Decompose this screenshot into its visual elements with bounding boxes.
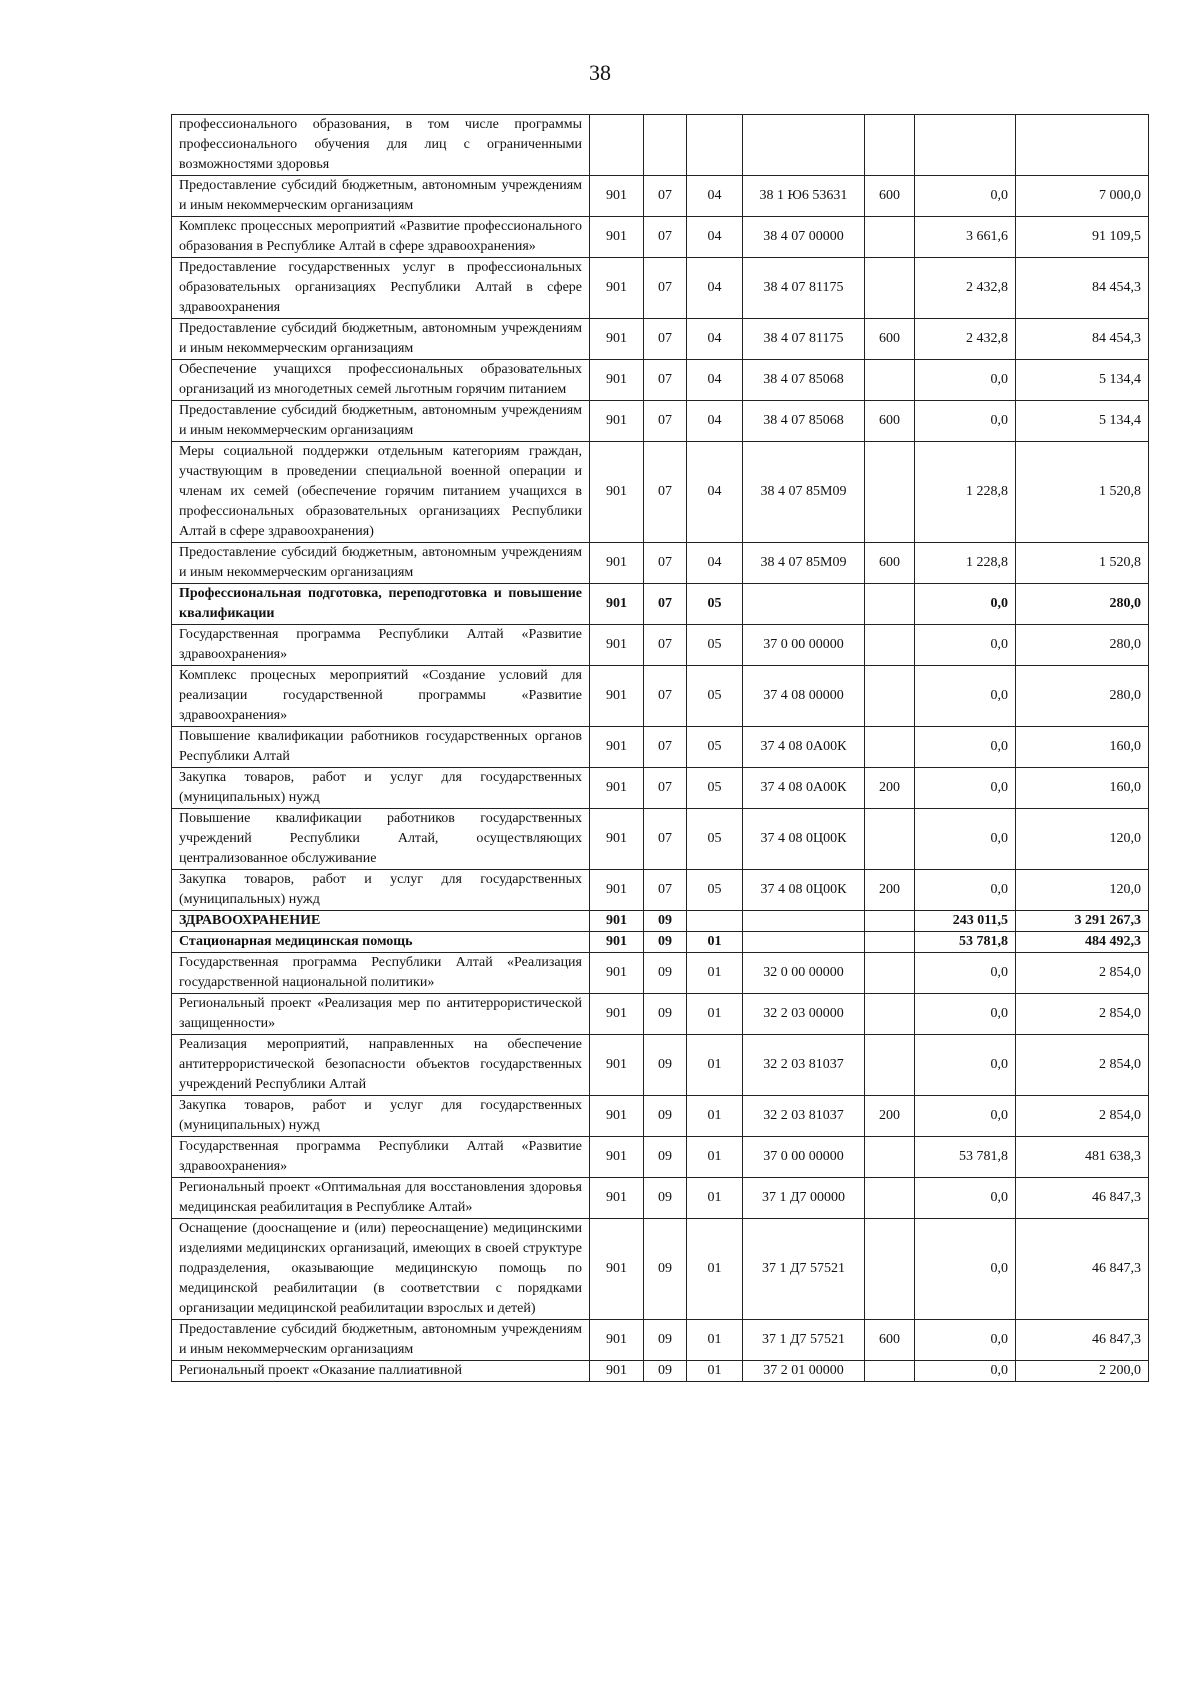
row-expense-type-code: [865, 932, 915, 953]
table-row: [172, 442, 1149, 543]
row-description: Региональный проект «Оптимальная для восстановления здоровья медицинская реабилитация в Республике Алтай»: [172, 1178, 590, 1219]
row-section-code: 07: [644, 258, 687, 319]
row-section-code: 07: [644, 543, 687, 584]
row-target-article-code: [743, 911, 865, 932]
row-description: Стационарная медицинская помощь: [172, 932, 590, 953]
row-target-article-code: [743, 584, 865, 625]
row-amount-change: 0,0: [915, 768, 1016, 809]
row-description: Комплекс процесных мероприятий «Создание условий для реализации государственной программы «Развитие здравоохранения»: [172, 666, 590, 727]
row-gr-code: 901: [590, 360, 644, 401]
row-amount-change: 0,0: [915, 1035, 1016, 1096]
row-description: Повышение квалификации работников государственных органов Республики Алтай: [172, 727, 590, 768]
table-row: [172, 666, 1149, 727]
row-subsection-code: 05: [687, 809, 743, 870]
row-expense-type-code: [865, 953, 915, 994]
row-amount-change: 0,0: [915, 1219, 1016, 1320]
row-target-article-code: 37 4 08 00000: [743, 666, 865, 727]
row-subsection-code: 04: [687, 217, 743, 258]
row-target-article-code: 38 4 07 00000: [743, 217, 865, 258]
row-target-article-code: 38 4 07 85М09: [743, 543, 865, 584]
row-expense-type-code: [865, 1137, 915, 1178]
row-section-code: 09: [644, 1035, 687, 1096]
table-row: [172, 176, 1149, 217]
row-expense-type-code: [865, 1035, 915, 1096]
row-amount-change: 0,0: [915, 1178, 1016, 1219]
row-amount-change: 0,0: [915, 584, 1016, 625]
row-gr-code: 901: [590, 666, 644, 727]
row-amount-change: 0,0: [915, 1320, 1016, 1361]
row-target-article-code: 37 2 01 00000: [743, 1361, 865, 1382]
row-description: Предоставление субсидий бюджетным, автономным учреждениям и иным некоммерческим организациям: [172, 176, 590, 217]
row-description: Закупка товаров, работ и услуг для государственных (муниципальных) нужд: [172, 768, 590, 809]
row-gr-code: 901: [590, 994, 644, 1035]
row-target-article-code: 38 4 07 85М09: [743, 442, 865, 543]
table-row: [172, 217, 1149, 258]
row-subsection-code: 01: [687, 994, 743, 1035]
row-amount-total: 280,0: [1016, 666, 1149, 727]
row-amount-total: 5 134,4: [1016, 401, 1149, 442]
row-subsection-code: 04: [687, 258, 743, 319]
table-row: [172, 768, 1149, 809]
row-expense-type-code: [865, 584, 915, 625]
row-amount-total: 2 854,0: [1016, 953, 1149, 994]
row-description: профессионального образования, в том числе программы профессионального обучения для лиц с ограниченными возможностями здоровья: [172, 115, 590, 176]
row-gr-code: 901: [590, 1361, 644, 1382]
row-gr-code: 901: [590, 176, 644, 217]
row-subsection-code: 04: [687, 401, 743, 442]
row-amount-change: [915, 115, 1016, 176]
row-amount-change: 243 011,5: [915, 911, 1016, 932]
table-row: [172, 401, 1149, 442]
row-subsection-code: 05: [687, 768, 743, 809]
row-expense-type-code: 200: [865, 1096, 915, 1137]
table-row: [172, 115, 1149, 176]
row-expense-type-code: 600: [865, 319, 915, 360]
row-target-article-code: 38 4 07 81175: [743, 258, 865, 319]
row-subsection-code: 04: [687, 360, 743, 401]
row-gr-code: 901: [590, 932, 644, 953]
table-row: [172, 1219, 1149, 1320]
row-section-code: 09: [644, 994, 687, 1035]
row-section-code: 07: [644, 584, 687, 625]
row-gr-code: 901: [590, 401, 644, 442]
row-amount-change: 0,0: [915, 870, 1016, 911]
row-amount-change: 2 432,8: [915, 258, 1016, 319]
row-description: Закупка товаров, работ и услуг для государственных (муниципальных) нужд: [172, 870, 590, 911]
row-target-article-code: 38 4 07 85068: [743, 401, 865, 442]
row-target-article-code: [743, 932, 865, 953]
row-gr-code: [590, 115, 644, 176]
row-gr-code: 901: [590, 727, 644, 768]
table-row: [172, 1137, 1149, 1178]
row-amount-total: 481 638,3: [1016, 1137, 1149, 1178]
row-section-code: 09: [644, 932, 687, 953]
row-target-article-code: 38 1 Ю6 53631: [743, 176, 865, 217]
row-gr-code: 901: [590, 911, 644, 932]
row-expense-type-code: 200: [865, 768, 915, 809]
table-row: [172, 911, 1149, 932]
row-description: Региональный проект «Реализация мер по антитеррористической защищенности»: [172, 994, 590, 1035]
row-target-article-code: 38 4 07 81175: [743, 319, 865, 360]
row-expense-type-code: [865, 666, 915, 727]
budget-table: [171, 114, 1149, 1382]
table-row: [172, 809, 1149, 870]
row-subsection-code: 04: [687, 319, 743, 360]
row-amount-total: 84 454,3: [1016, 258, 1149, 319]
row-subsection-code: [687, 911, 743, 932]
row-target-article-code: 32 0 00 00000: [743, 953, 865, 994]
row-amount-total: 160,0: [1016, 768, 1149, 809]
row-target-article-code: 37 4 08 0А00К: [743, 727, 865, 768]
row-gr-code: 901: [590, 1178, 644, 1219]
row-amount-total: 280,0: [1016, 584, 1149, 625]
row-subsection-code: 05: [687, 584, 743, 625]
row-description: Государственная программа Республики Алтай «Развитие здравоохранения»: [172, 625, 590, 666]
row-amount-total: 484 492,3: [1016, 932, 1149, 953]
row-gr-code: 901: [590, 1219, 644, 1320]
row-gr-code: 901: [590, 258, 644, 319]
row-expense-type-code: [865, 115, 915, 176]
row-amount-total: 1 520,8: [1016, 543, 1149, 584]
row-amount-change: 3 661,6: [915, 217, 1016, 258]
row-expense-type-code: [865, 1178, 915, 1219]
row-amount-total: 160,0: [1016, 727, 1149, 768]
row-target-article-code: [743, 115, 865, 176]
row-amount-change: 0,0: [915, 994, 1016, 1035]
table-row: [172, 625, 1149, 666]
table-row: [172, 1035, 1149, 1096]
row-subsection-code: 01: [687, 1178, 743, 1219]
row-section-code: 09: [644, 1219, 687, 1320]
row-gr-code: 901: [590, 809, 644, 870]
row-section-code: 07: [644, 727, 687, 768]
row-amount-change: 0,0: [915, 401, 1016, 442]
row-expense-type-code: [865, 809, 915, 870]
row-description: Реализация мероприятий, направленных на обеспечение антитеррористической безопасности объектов государственных учреждений Республики Алтай: [172, 1035, 590, 1096]
row-gr-code: 901: [590, 625, 644, 666]
row-subsection-code: 04: [687, 176, 743, 217]
row-amount-change: 0,0: [915, 1096, 1016, 1137]
row-target-article-code: 38 4 07 85068: [743, 360, 865, 401]
row-section-code: 09: [644, 911, 687, 932]
row-target-article-code: 37 1 Д7 57521: [743, 1320, 865, 1361]
row-gr-code: 901: [590, 442, 644, 543]
row-description: Государственная программа Республики Алтай «Развитие здравоохранения»: [172, 1137, 590, 1178]
row-subsection-code: 01: [687, 1035, 743, 1096]
table-row: [172, 584, 1149, 625]
row-gr-code: 901: [590, 870, 644, 911]
row-gr-code: 901: [590, 1035, 644, 1096]
row-gr-code: 901: [590, 1320, 644, 1361]
row-gr-code: 901: [590, 319, 644, 360]
row-section-code: 07: [644, 442, 687, 543]
row-target-article-code: 37 1 Д7 57521: [743, 1219, 865, 1320]
row-section-code: 07: [644, 768, 687, 809]
row-section-code: 07: [644, 809, 687, 870]
table-row: [172, 953, 1149, 994]
row-gr-code: 901: [590, 953, 644, 994]
row-expense-type-code: [865, 360, 915, 401]
row-subsection-code: 05: [687, 870, 743, 911]
row-section-code: 07: [644, 666, 687, 727]
table-row: [172, 543, 1149, 584]
row-amount-total: 120,0: [1016, 809, 1149, 870]
row-section-code: 09: [644, 1320, 687, 1361]
row-description: Оснащение (дооснащение и (или) переоснащение) медицинскими изделиями медицинских организаций, имеющих в своей структуре подразделения, оказывающие медицинскую помощь по медицинской реабилитации (в соответствии с порядками организации медицинской реабилитации взрослых и детей): [172, 1219, 590, 1320]
row-subsection-code: 05: [687, 625, 743, 666]
row-expense-type-code: 600: [865, 1320, 915, 1361]
row-description: Государственная программа Республики Алтай «Реализация государственной национальной политики»: [172, 953, 590, 994]
row-amount-total: 5 134,4: [1016, 360, 1149, 401]
row-section-code: 07: [644, 217, 687, 258]
row-amount-change: 0,0: [915, 176, 1016, 217]
row-section-code: 07: [644, 401, 687, 442]
row-subsection-code: [687, 115, 743, 176]
row-gr-code: 901: [590, 768, 644, 809]
row-description: Предоставление субсидий бюджетным, автономным учреждениям и иным некоммерческим организациям: [172, 319, 590, 360]
row-amount-total: 2 854,0: [1016, 994, 1149, 1035]
row-subsection-code: 04: [687, 543, 743, 584]
row-amount-total: 3 291 267,3: [1016, 911, 1149, 932]
row-expense-type-code: [865, 994, 915, 1035]
row-subsection-code: 01: [687, 1219, 743, 1320]
row-subsection-code: 05: [687, 666, 743, 727]
row-amount-total: [1016, 115, 1149, 176]
table-row: [172, 1096, 1149, 1137]
row-amount-total: 46 847,3: [1016, 1320, 1149, 1361]
row-target-article-code: 37 4 08 0Ц00К: [743, 809, 865, 870]
row-section-code: 09: [644, 1178, 687, 1219]
row-target-article-code: 37 0 00 00000: [743, 625, 865, 666]
row-gr-code: 901: [590, 1137, 644, 1178]
row-gr-code: 901: [590, 1096, 644, 1137]
row-description: Предоставление субсидий бюджетным, автономным учреждениям и иным некоммерческим организациям: [172, 1320, 590, 1361]
row-amount-total: 91 109,5: [1016, 217, 1149, 258]
row-section-code: 09: [644, 1361, 687, 1382]
row-expense-type-code: [865, 727, 915, 768]
row-subsection-code: 01: [687, 1137, 743, 1178]
row-expense-type-code: [865, 911, 915, 932]
row-amount-change: 1 228,8: [915, 442, 1016, 543]
budget-table-body: [172, 115, 1149, 1382]
row-gr-code: 901: [590, 584, 644, 625]
row-description: Профессиональная подготовка, переподготовка и повышение квалификации: [172, 584, 590, 625]
table-row: [172, 1320, 1149, 1361]
row-amount-total: 46 847,3: [1016, 1178, 1149, 1219]
row-amount-change: 2 432,8: [915, 319, 1016, 360]
row-subsection-code: 01: [687, 1096, 743, 1137]
row-expense-type-code: [865, 258, 915, 319]
row-expense-type-code: 600: [865, 401, 915, 442]
row-section-code: 07: [644, 625, 687, 666]
row-subsection-code: 01: [687, 1320, 743, 1361]
row-expense-type-code: [865, 442, 915, 543]
row-amount-change: 0,0: [915, 360, 1016, 401]
table-row: [172, 360, 1149, 401]
table-row: [172, 319, 1149, 360]
row-expense-type-code: 600: [865, 543, 915, 584]
row-gr-code: 901: [590, 217, 644, 258]
row-amount-change: 1 228,8: [915, 543, 1016, 584]
row-amount-total: 2 854,0: [1016, 1035, 1149, 1096]
row-gr-code: 901: [590, 543, 644, 584]
row-subsection-code: 01: [687, 932, 743, 953]
row-amount-change: 0,0: [915, 666, 1016, 727]
table-row: [172, 994, 1149, 1035]
row-amount-total: 280,0: [1016, 625, 1149, 666]
row-target-article-code: 37 0 00 00000: [743, 1137, 865, 1178]
row-section-code: 07: [644, 176, 687, 217]
row-target-article-code: 37 1 Д7 00000: [743, 1178, 865, 1219]
row-description: Региональный проект «Оказание паллиативной: [172, 1361, 590, 1382]
row-description: Повышение квалификации работников государственных учреждений Республики Алтай, осуществляющих централизованное обслуживание: [172, 809, 590, 870]
row-section-code: [644, 115, 687, 176]
row-amount-change: 53 781,8: [915, 932, 1016, 953]
row-target-article-code: 32 2 03 00000: [743, 994, 865, 1035]
row-expense-type-code: 600: [865, 176, 915, 217]
row-expense-type-code: [865, 217, 915, 258]
row-description: ЗДРАВООХРАНЕНИЕ: [172, 911, 590, 932]
row-subsection-code: 01: [687, 953, 743, 994]
page-number: 38: [589, 60, 611, 85]
row-amount-change: 0,0: [915, 953, 1016, 994]
table-row: [172, 727, 1149, 768]
row-amount-total: 120,0: [1016, 870, 1149, 911]
row-amount-change: 0,0: [915, 625, 1016, 666]
row-section-code: 09: [644, 1137, 687, 1178]
row-target-article-code: 32 2 03 81037: [743, 1096, 865, 1137]
row-description: Меры социальной поддержки отдельным категориям граждан, участвующим в проведении специальной военной операции и членам их семей (обеспечение горячим питанием учащихся в профессиональных образовательных организациях Республики Алтай в сфере здравоохранения): [172, 442, 590, 543]
row-target-article-code: 32 2 03 81037: [743, 1035, 865, 1096]
row-description: Обеспечение учащихся профессиональных образовательных организаций из многодетных семей льготным горячим питанием: [172, 360, 590, 401]
row-description: Предоставление субсидий бюджетным, автономным учреждениям и иным некоммерческим организациям: [172, 401, 590, 442]
row-subsection-code: 01: [687, 1361, 743, 1382]
row-expense-type-code: [865, 1361, 915, 1382]
table-row: [172, 932, 1149, 953]
row-section-code: 09: [644, 1096, 687, 1137]
row-target-article-code: 37 4 08 0А00К: [743, 768, 865, 809]
row-subsection-code: 04: [687, 442, 743, 543]
row-amount-change: 53 781,8: [915, 1137, 1016, 1178]
row-amount-change: 0,0: [915, 1361, 1016, 1382]
row-description: Комплекс процессных мероприятий «Развитие профессионального образования в Республике Алтай в сфере здравоохранения»: [172, 217, 590, 258]
table-row: [172, 1178, 1149, 1219]
row-section-code: 09: [644, 953, 687, 994]
row-section-code: 07: [644, 870, 687, 911]
table-row: [172, 870, 1149, 911]
row-description: Предоставление субсидий бюджетным, автономным учреждениям и иным некоммерческим организациям: [172, 543, 590, 584]
row-amount-total: 84 454,3: [1016, 319, 1149, 360]
row-amount-total: 46 847,3: [1016, 1219, 1149, 1320]
row-description: Предоставление государственных услуг в профессиональных образовательных организациях Республики Алтай в сфере здравоохранения: [172, 258, 590, 319]
row-amount-change: 0,0: [915, 809, 1016, 870]
row-amount-total: 2 200,0: [1016, 1361, 1149, 1382]
row-subsection-code: 05: [687, 727, 743, 768]
row-expense-type-code: 200: [865, 870, 915, 911]
row-expense-type-code: [865, 1219, 915, 1320]
row-section-code: 07: [644, 360, 687, 401]
row-section-code: 07: [644, 319, 687, 360]
row-amount-total: 2 854,0: [1016, 1096, 1149, 1137]
row-expense-type-code: [865, 625, 915, 666]
row-description: Закупка товаров, работ и услуг для государственных (муниципальных) нужд: [172, 1096, 590, 1137]
row-target-article-code: 37 4 08 0Ц00К: [743, 870, 865, 911]
row-amount-change: 0,0: [915, 727, 1016, 768]
table-row: [172, 1361, 1149, 1382]
row-amount-total: 7 000,0: [1016, 176, 1149, 217]
row-amount-total: 1 520,8: [1016, 442, 1149, 543]
table-row: [172, 258, 1149, 319]
